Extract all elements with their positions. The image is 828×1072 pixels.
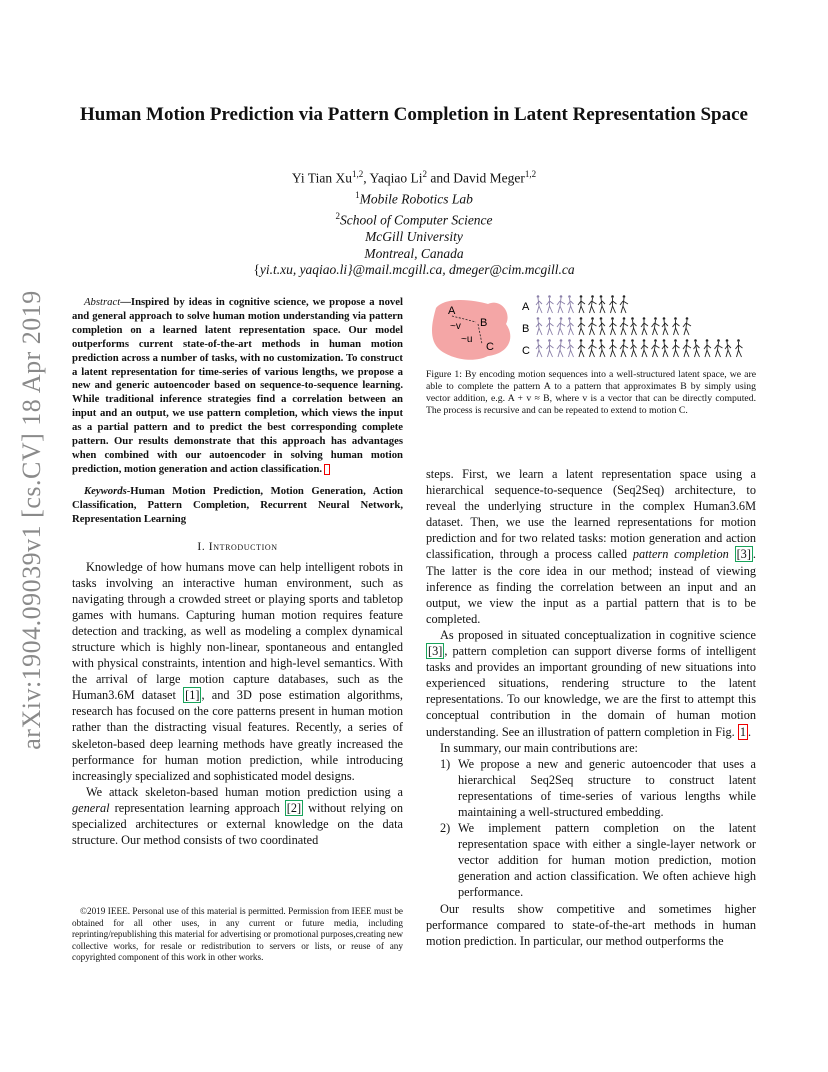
affiliation-2: $^2$School of Computer Science <box>335 211 493 228</box>
skeleton-pose <box>631 317 637 335</box>
abstract: Abstract—Inspired by ideas in cognitive science, we propose a novel and general approach to solve human motion understanding via pattern completion on a learned latent representation space. Our model outperforms current state-of-the-art methods in human motion prediction across a number of tasks, with no customization. To construct a latent representation for time-series of various lengths, we propose a new and generic autoencoder based on sequence-to-sequence learning. While traditional inference strategies find a correlation between an input and an output, we use pattern completion, which views the input as a partial pattern and to predict the best corresponding complete pattern. Our results demonstrate that this approach has advantages when combined with our autoencoder in solving human motion prediction, motion generation and action classification. <box>72 296 403 475</box>
figure-1-graphic <box>426 294 756 364</box>
skeleton-pose <box>578 295 585 313</box>
skeleton-pose <box>599 339 605 357</box>
skeleton-pose <box>547 295 554 313</box>
skeleton-pose <box>620 339 628 357</box>
skeleton-pose <box>578 339 585 357</box>
right-paragraph-4: Our results show competitive and sometimes higher performance compared to state-of-the-art methods in human motion prediction. In particular, our method outperforms the <box>426 901 756 948</box>
skeleton-pose <box>610 317 617 335</box>
author-emails: {yi.t.xu, yaqiao.li}@mail.mcgill.ca, dmeger@cim.mcgill.ca <box>253 262 575 277</box>
skeleton-pose <box>683 339 691 357</box>
keywords: Keywords-Human Motion Prediction, Motion Generation, Action Classification, Pattern Completion, Recurrent Neural Network, Representation Learning <box>72 484 403 525</box>
right-paragraph-3: In summary, our main contributions are: <box>440 740 638 755</box>
skeleton-pose <box>599 295 605 313</box>
figure-1-caption: Figure 1: By encoding motion sequences into a well-structured latent space, we are able to complete the pattern A to a pattern that approximates B by simply using vector addition, e.g. A + v ≈ B, where v is a vector that can be directly computed. The process is recursive and can be repeated to extend to motion C. <box>426 369 756 416</box>
skeleton-pose <box>610 339 617 357</box>
contribution-item: 2) We implement pattern completion on the latent representation space with either a single-layer network or vector addition for human motion prediction, motion generation and action classification. We often achieve high performance. <box>440 821 756 900</box>
contribution-item: 1) We propose a new and generic autoencoder that uses a hierarchical Seq2Seq structure to construct latent representations of time-series of various lengths while maintaining a well-structured embedding. <box>440 756 756 819</box>
sequence-row-label: C <box>522 345 530 357</box>
citation-link[interactable]: [3] <box>428 644 443 659</box>
arxiv-stamp-text: arXiv:1904.09039v1 [cs.CV] 18 Apr 2019 <box>17 290 47 750</box>
skeleton-pose <box>641 339 648 357</box>
skeleton-pose <box>620 295 628 313</box>
figure-reference-link[interactable]: 1 <box>739 724 746 739</box>
region-label-c: C <box>486 341 494 353</box>
citation-link[interactable]: [1] <box>185 688 200 703</box>
vector-label-u: ~u <box>461 334 473 345</box>
skeleton-pose <box>589 295 597 313</box>
region-label-b: B <box>480 317 488 329</box>
affiliation-4: Montreal, Canada <box>364 245 464 261</box>
skeleton-pose <box>736 339 743 357</box>
skeleton-pose <box>610 295 617 313</box>
skeleton-pose <box>662 317 668 335</box>
affiliation-1: $^1$Mobile Robotics Lab <box>355 190 473 207</box>
affiliation-3: McGill University <box>365 229 463 244</box>
citation-link[interactable]: [2] <box>286 800 302 815</box>
sequence-row-label: A <box>522 301 530 313</box>
skeleton-pose <box>568 339 574 357</box>
skeleton-pose <box>578 317 585 335</box>
skeleton-pose <box>589 339 597 357</box>
skeleton-pose <box>673 339 680 357</box>
skeleton-pose <box>704 339 711 357</box>
footnote-marker[interactable] <box>324 464 330 475</box>
intro-paragraph-2: We attack skeleton-based human motion prediction using a general representation learning approach [2] without relying on specialized architectures or external knowledge on the data structure. Our method consists of two coordinated <box>72 784 403 848</box>
skeleton-pose <box>620 317 628 335</box>
paper-title: Human Motion Prediction via Pattern Completion in Latent Representation Space <box>80 104 748 125</box>
skeleton-pose <box>599 317 605 335</box>
copyright-notice: ©2019 IEEE. Personal use of this material is permitted. Permission from IEEE must be obtained for all other uses, in any current or future media, including reprinting/republishing this material for advertising or promotional purposes,creating new collective works, for resale or redistribution to servers or lists, or reuse of any copyrighted component of this work in other works. <box>72 906 403 962</box>
sequence-row-label: B <box>522 323 530 335</box>
latent-space-blob <box>432 300 510 360</box>
skeleton-pose <box>673 317 680 335</box>
arxiv-stamp <box>12 280 52 760</box>
right-paragraph-2: As proposed in situated conceptualization in cognitive science [3] , pattern completion can support diverse forms of intelligent tasks and provides an important grounding of new situations into experienced situations, rendering structure to the latent representations. To our knowledge, we are the first to attempt this conceptual contribution in the domain of human motion understanding. See an illustration of pattern completion in Fig. 1 . <box>426 627 756 739</box>
citation-link[interactable]: [3] <box>736 547 751 562</box>
author-names: Yi Tian Xu$^{1,2}$, Yaqiao Li$^2$ and David Meger$^{1,2}$ <box>291 169 537 186</box>
abstract-lead: Abstract <box>84 296 121 308</box>
skeleton-pose <box>536 295 542 313</box>
skeleton-pose <box>589 317 597 335</box>
skeleton-pose <box>557 295 565 313</box>
vector-label-v: ~v <box>450 321 461 332</box>
section-heading-introduction: I. Introduction <box>197 540 278 553</box>
left-column <box>72 296 403 848</box>
skeleton-pose <box>652 317 660 335</box>
skeleton-pose <box>557 317 565 335</box>
skeleton-pose <box>662 339 668 357</box>
right-column <box>426 466 756 949</box>
intro-paragraph-1: Knowledge of how humans move can help intelligent robots in tasks involving an interactive human environment, such as navigating through a crowded street or playing sports and tabletop games with humans. Capturing human motion requires feature detection and tracking, as well as modeling a complex dynamical structure which is highly non-linear, spontaneous and entangled with physical constraints, intention and high-level semantics. With the arrival of large motion capture databases, such as the Human3.6M dataset [1] , and 3D pose estimation algorithms, research has focused on the core patterns present in human motion rather than the distracting visual features. Recently, a series of skeleton-based deep learning methods have greatly increased the performance for human motion prediction, while introducing increasingly specialized and sophisticated model designs. <box>72 559 404 783</box>
skeleton-pose <box>547 317 554 335</box>
right-paragraph-1: steps. First, we learn a latent representation space using a hierarchical sequence-to-sequence (Seq2Seq) architecture, to reveal the underlying structure in the complex Human3.6M dataset. Then, we use the learned representations for motion prediction and for two related tasks: motion generation and action classification, through a process called pattern completion [3] . The latter is the core idea in our method; instead of viewing inference as finding the correlation between an input and an output, we view the input as a partial pattern that is to be completed. <box>426 467 756 626</box>
contributions-list <box>426 756 756 901</box>
skeleton-pose <box>694 339 700 357</box>
figure-1 <box>426 294 756 364</box>
abstract-body: Inspired by ideas in cognitive science, we propose a novel and general approach to solve human motion understanding via pattern completion on a learned latent representation space. Our model outperforms current state-of-the-art methods in human motion prediction across a number of tasks, with no customization. To construct a latent representation for time-series of various lengths, we propose a new and generic autoencoder based on sequence-to-sequence learning. While traditional inference strategies find a correlation between an input and an output, we use pattern completion, which views the input as a partial pattern and to predict the best corresponding complete pattern. Our results demonstrate that this approach has advantages when combined with our autoencoder in solving human motion prediction, motion generation and action classification. <box>72 296 403 475</box>
skeleton-pose <box>631 339 637 357</box>
author-block <box>160 166 668 279</box>
skeleton-pose <box>715 339 723 357</box>
skeleton-pose <box>547 339 554 357</box>
skeleton-pose <box>557 339 565 357</box>
skeleton-pose <box>641 317 648 335</box>
skeleton-pose <box>725 339 731 357</box>
skeleton-pose <box>536 317 542 335</box>
skeleton-pose <box>568 295 574 313</box>
skeleton-pose <box>536 339 542 357</box>
region-label-a: A <box>448 305 456 317</box>
skeleton-pose <box>652 339 660 357</box>
skeleton-pose <box>568 317 574 335</box>
skeleton-pose <box>683 317 691 335</box>
